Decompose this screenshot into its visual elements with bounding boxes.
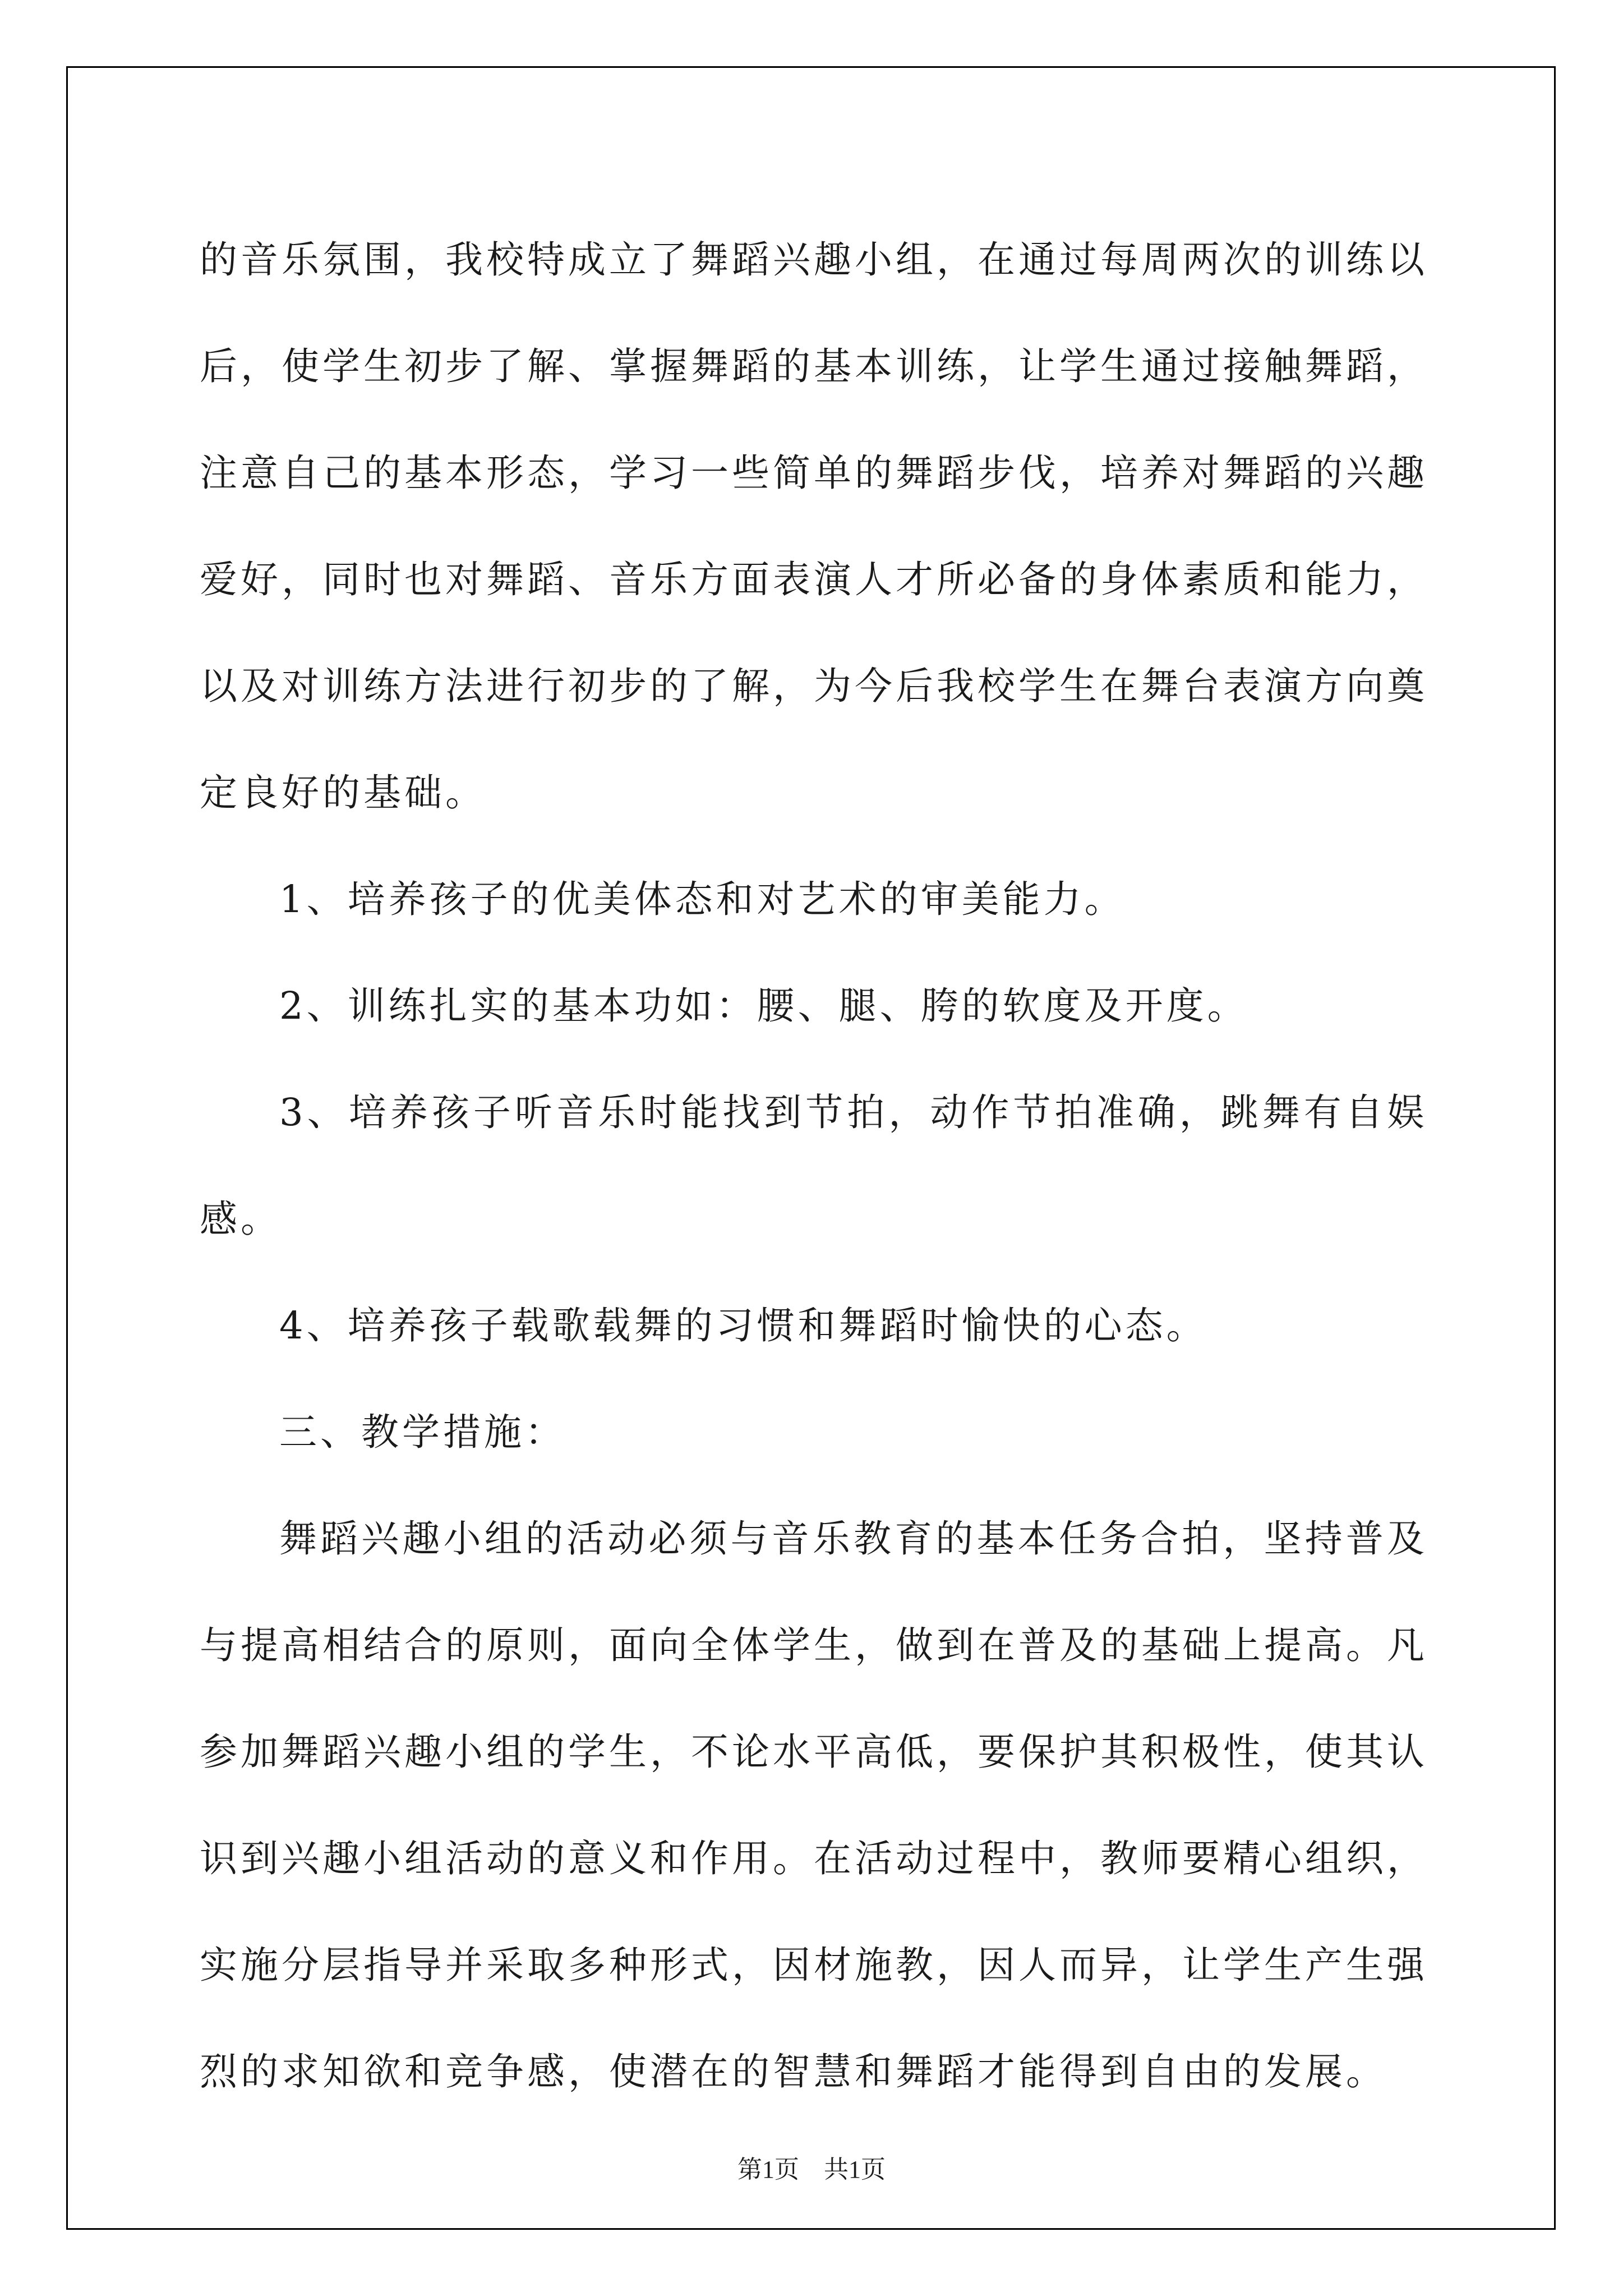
paragraph-goal-1: 1、培养孩子的优美体态和对艺术的审美能力。 <box>279 877 1126 921</box>
paragraph-goal-4: 4、培养孩子载歌载舞的习惯和舞蹈时愉快的心态。 <box>279 1304 1207 1347</box>
document-body <box>200 206 1428 2125</box>
section-heading-teaching-measures: 三、教学措施： <box>279 1410 566 1454</box>
paragraph-goal-3: 3、培养孩子听音乐时能找到节拍，动作节拍准确，跳舞有自娱感。 <box>200 1091 1428 1241</box>
page-footer <box>0 2153 1623 2187</box>
paragraph-teaching-measures: 舞蹈兴趣小组的活动必须与音乐教育的基本任务合拍，坚持普及与提高相结合的原则，面向全体学生，做到在普及的基础上提高。凡参加舞蹈兴趣小组的学生，不论水平高低，要保护其积极性，使其认识到兴趣小组活动的意义和作用。在活动过程中，教师要精心组织，实施分层指导并采取多种形式，因材施教，因人而异，让学生产生强烈的求知欲和竞争感，使潜在的智慧和舞蹈才能得到自由的发展。 <box>200 1517 1428 2093</box>
page-number: 第1页 <box>737 2156 799 2183</box>
paragraph-goal-2: 2、训练扎实的基本功如：腰、腿、胯的软度及开度。 <box>279 984 1248 1028</box>
page-total: 共1页 <box>824 2156 886 2183</box>
paragraph-intro: 的音乐氛围，我校特成立了舞蹈兴趣小组，在通过每周两次的训练以后，使学生初步了解、掌握舞蹈的基本训练，让学生通过接触舞蹈，注意自己的基本形态，学习一些简单的舞蹈步伐，培养对舞蹈的兴趣爱好，同时也对舞蹈、音乐方面表演人才所必备的身体素质和能力，以及对训练方法进行初步的了解，为今后我校学生在舞台表演方向奠定良好的基础。 <box>200 238 1428 815</box>
